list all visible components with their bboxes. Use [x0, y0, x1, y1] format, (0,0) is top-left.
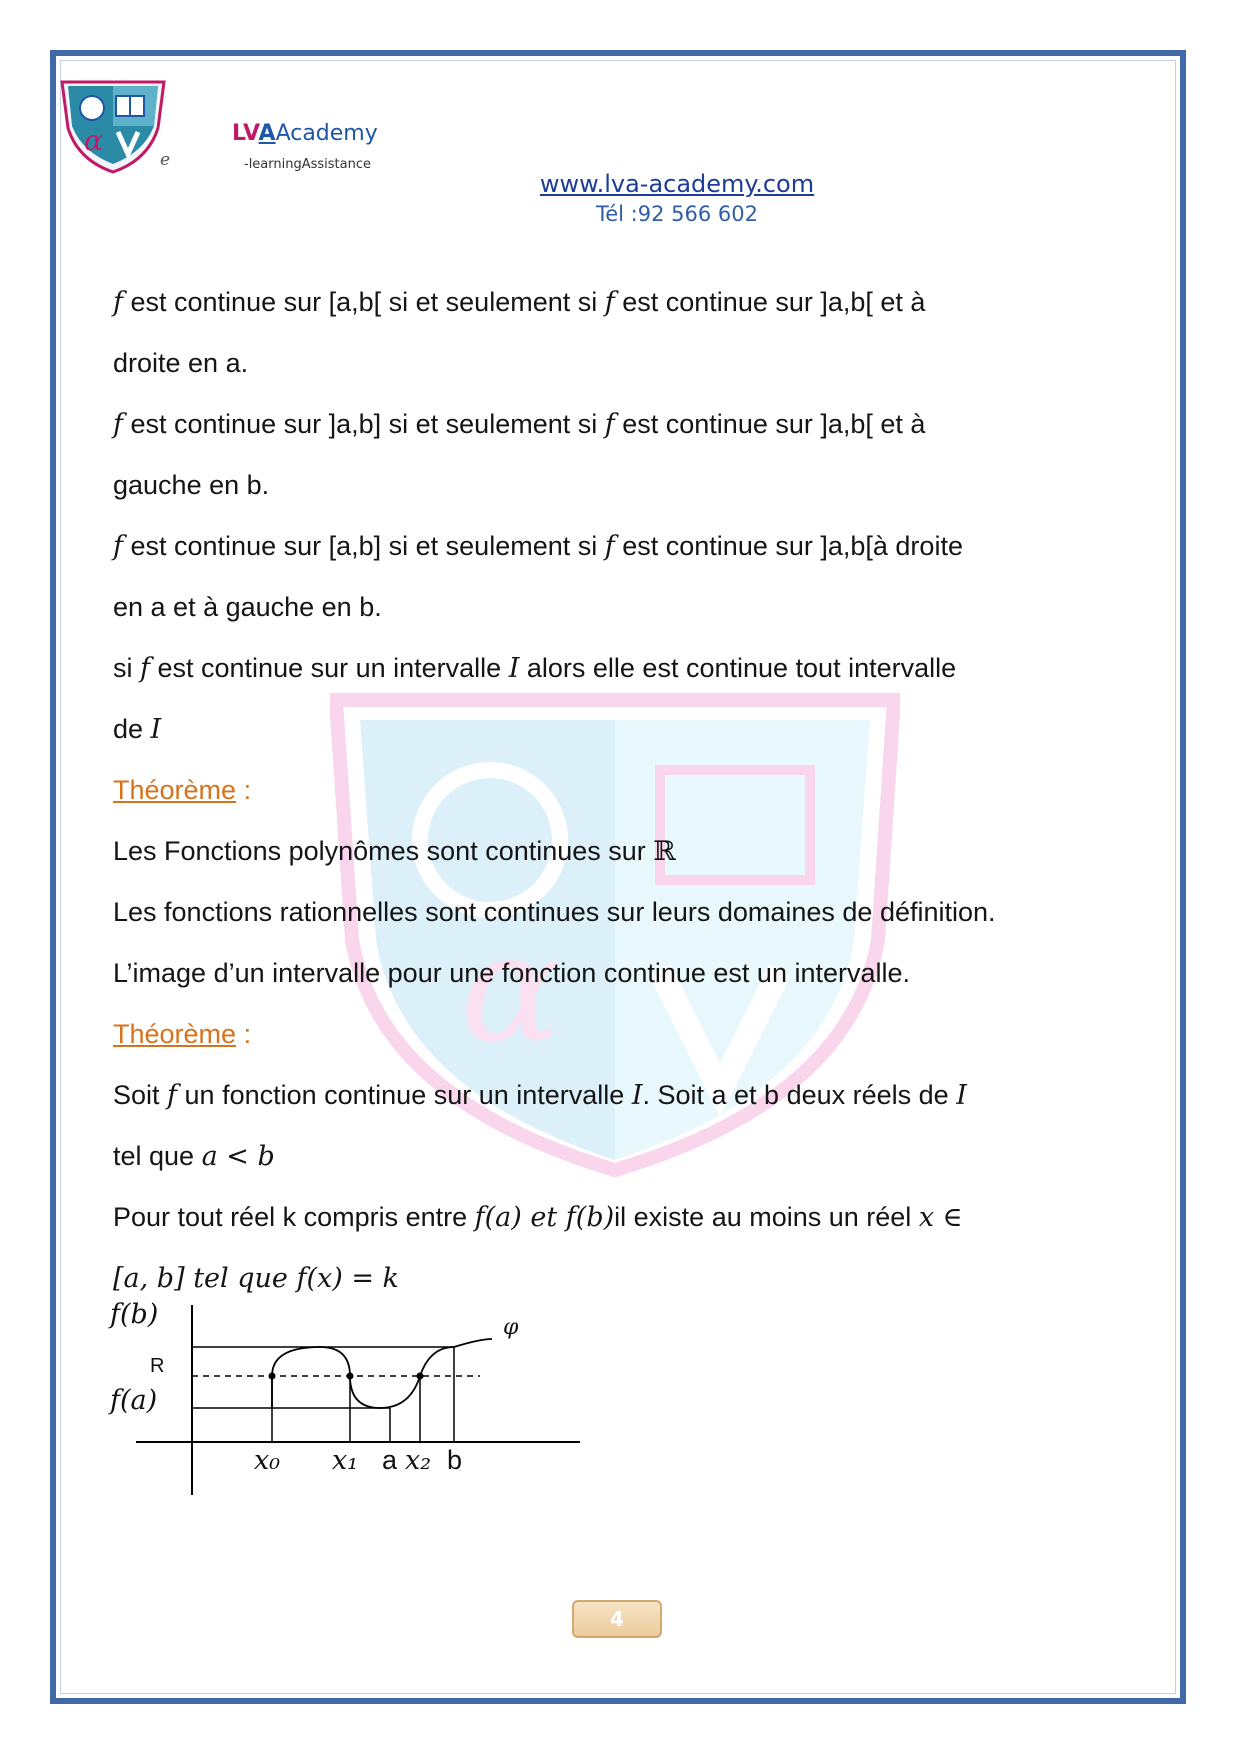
text-line [113, 644, 1123, 705]
label-x1: x₁ [332, 1445, 359, 1476]
text-span: Soit [113, 1080, 168, 1110]
text-line [113, 705, 1123, 766]
label-phi: φ [503, 1315, 519, 1340]
text-span: est continue sur ]a,b[ et à [614, 409, 926, 439]
math-f: f [167, 1080, 178, 1111]
math-I: I [956, 1080, 967, 1111]
brand-a: A [258, 121, 276, 146]
text-line [113, 278, 1123, 339]
text-span: est continue sur un intervalle [150, 653, 509, 683]
math-R: ℝ [653, 836, 676, 867]
math-I: I [150, 714, 162, 745]
text-line [113, 1193, 1123, 1254]
brand-name [232, 121, 378, 146]
text-span: il existe au moins un réel [614, 1202, 919, 1232]
label-fa: f(a) [110, 1385, 158, 1416]
text-line [113, 583, 1123, 644]
math-I: I [631, 1080, 643, 1111]
theorem-label: Théorème [113, 1019, 237, 1049]
curve-phi [272, 1339, 492, 1408]
math-I: I [508, 653, 520, 684]
text-line [113, 400, 1123, 461]
label-a: a [382, 1445, 398, 1475]
text-span: de [113, 714, 151, 744]
math-f: f [140, 653, 150, 684]
svg-text:α: α [84, 124, 103, 157]
page-number: 4 [572, 1600, 662, 1638]
theorem-colon: : [236, 1019, 252, 1049]
theorem-heading [113, 1010, 1123, 1071]
phone-number: Tél :92 566 602 [595, 202, 758, 226]
text-line [113, 888, 1123, 949]
brand-academy: Academy [275, 121, 378, 146]
text-span: gauche en b. [113, 470, 270, 500]
svg-text:α: α [460, 902, 562, 1076]
text-line [113, 522, 1123, 583]
text-span: est continue sur ]a,b] si et seulement si [123, 409, 605, 439]
text-span: alors elle est continue tout intervalle [519, 653, 957, 683]
text-span: . Soit a et b deux réels de [642, 1080, 957, 1110]
math-f: f [113, 287, 123, 318]
theorem-label: Théorème [113, 775, 237, 805]
text-line [113, 827, 1123, 888]
label-x2: x₂ [405, 1445, 432, 1476]
label-b: b [447, 1445, 463, 1475]
math-f: f [113, 531, 123, 562]
text-span: droite en a. [113, 348, 249, 378]
text-line [113, 461, 1123, 522]
text-line [113, 339, 1123, 400]
label-fb: f(b) [110, 1299, 159, 1330]
math-expression: a < b [201, 1141, 275, 1172]
text-span: est continue sur ]a,b[ et à [614, 287, 926, 317]
text-span: un fonction continue sur un intervalle [177, 1080, 632, 1110]
math-f: f [604, 287, 615, 318]
text-line [113, 1071, 1123, 1132]
text-span: L’image d’un intervalle pour une fonction continue est un intervalle. [113, 958, 911, 988]
math-expression: x ∈ [918, 1202, 963, 1233]
brand-e: e [160, 150, 171, 170]
point-x1 [347, 1373, 354, 1380]
text-span: Les Fonctions polynômes sont continues sur [113, 836, 654, 866]
theorem-colon: : [236, 775, 252, 805]
label-x0: x₀ [254, 1445, 281, 1476]
math-expression: [a, b] tel que f(x) = k [113, 1263, 399, 1294]
text-span: tel que [113, 1141, 202, 1171]
text-span: Pour tout réel k compris entre [113, 1202, 475, 1232]
point-x0 [269, 1373, 276, 1380]
math-f: f [604, 409, 615, 440]
lva-logo-icon [58, 78, 171, 174]
math-f: f [113, 409, 123, 440]
math-f: f [604, 531, 615, 562]
text-span: est continue sur [a,b] si et seulement si [123, 531, 605, 561]
website-link[interactable]: www.lva-academy.com [539, 170, 815, 198]
theorem-heading [113, 766, 1123, 827]
text-span: Les fonctions rationnelles sont continues sur leurs domaines de définition. [113, 897, 996, 927]
text-line [113, 1132, 1123, 1193]
text-span: est continue sur [a,b[ si et seulement si [123, 287, 605, 317]
page-content [113, 278, 1123, 1315]
brand-lv: LV [232, 121, 259, 146]
ivt-graph [110, 1299, 590, 1495]
text-span: en a et à gauche en b. [113, 592, 382, 622]
point-x2 [417, 1373, 424, 1380]
math-expression: f(a) et f(b) [474, 1202, 615, 1233]
brand-tagline: -learningAssistance [244, 157, 371, 172]
label-R: R [150, 1355, 165, 1377]
text-span: est continue sur ]a,b[à droite [614, 531, 963, 561]
text-line [113, 949, 1123, 1010]
text-span: si [113, 653, 140, 683]
